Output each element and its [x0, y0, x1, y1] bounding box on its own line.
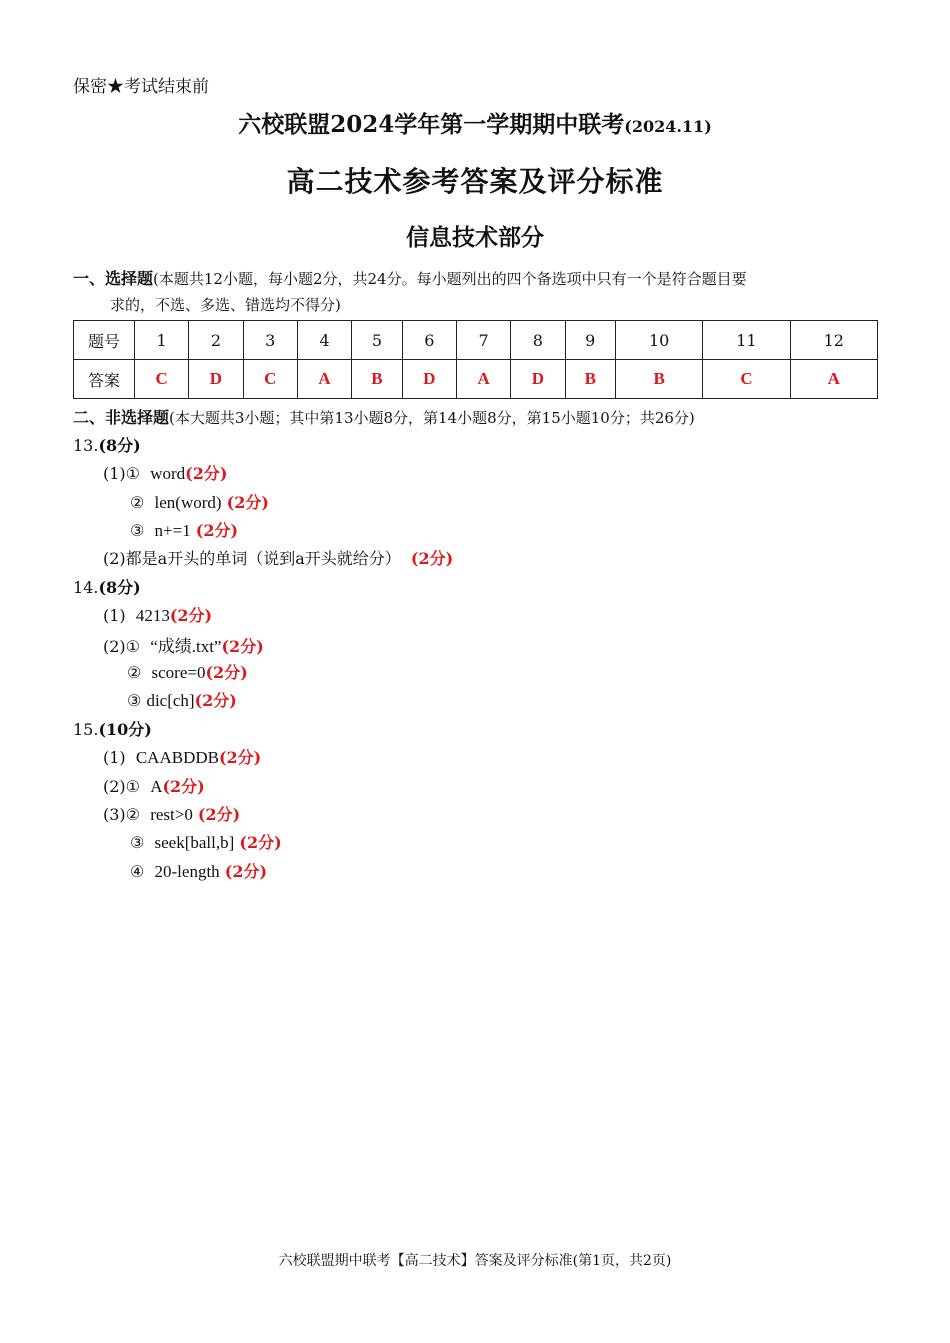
q15-l2-score: (2分) — [162, 777, 205, 796]
table-cell-answer: B — [352, 360, 402, 399]
q14-line4 — [127, 688, 237, 711]
q15-l3-prefix: (3)② — [103, 805, 141, 824]
table-cell-number: 9 — [565, 321, 615, 360]
q13-number: 13. — [73, 436, 99, 455]
table-cell-number: 10 — [615, 321, 702, 360]
q13-l1-prefix: (1)① — [103, 464, 141, 483]
table-cell-number: 6 — [402, 321, 456, 360]
q14-l3-prefix: ② — [127, 663, 142, 682]
q15-l4-answer: seek[ball,b] — [154, 833, 235, 852]
table-cell-answer: C — [135, 360, 189, 399]
q14-number: 14. — [73, 578, 99, 597]
part1-note-line1: (本题共12小题，每小题2分，共24分。每小题列出的四个备选项中只有一个是符合题目要 — [153, 270, 747, 288]
table-cell-answer: A — [456, 360, 510, 399]
q15-l5-answer: 20-length — [154, 862, 220, 881]
q14-l1-prefix: (1) — [103, 606, 126, 625]
table-header-answer: 答案 — [74, 360, 135, 399]
q13-l2-score: (2分) — [226, 493, 269, 512]
q15-heading — [73, 717, 152, 740]
exam-title — [0, 106, 950, 139]
q13-heading — [73, 433, 141, 456]
table-cell-number: 11 — [703, 321, 790, 360]
table-cell-number: 12 — [790, 321, 877, 360]
q13-l3-prefix: ③ — [130, 521, 145, 540]
answer-table — [73, 320, 878, 399]
q14-line1 — [103, 603, 212, 626]
q13-l1-score: (2分) — [185, 464, 228, 483]
q13-l3-answer: n+=1 — [154, 521, 191, 540]
q13-l4-text: (2)都是a开头的单词（说到a开头就给分） — [103, 549, 401, 568]
q15-number: 15. — [73, 720, 99, 739]
table-cell-answer: C — [703, 360, 790, 399]
q14-l1-answer: 4213 — [135, 606, 170, 625]
table-cell-answer: A — [297, 360, 351, 399]
q14-points: (8分) — [98, 578, 141, 597]
q15-l2-answer: A — [150, 777, 163, 796]
q15-points: (10分) — [98, 720, 152, 739]
table-cell-answer: B — [565, 360, 615, 399]
document-subtitle: 高二技术参考答案及评分标准 — [286, 165, 664, 198]
q15-l4-score: (2分) — [239, 833, 282, 852]
q15-l1-answer: CAABDDB — [135, 748, 219, 767]
q14-line2 — [103, 632, 264, 657]
q15-line1 — [103, 745, 261, 768]
q15-l3-answer: rest>0 — [150, 805, 193, 824]
table-header-number: 题号 — [74, 321, 135, 360]
exam-date: (2024.11) — [624, 117, 712, 136]
q15-line2 — [103, 774, 205, 797]
q15-l3-score: (2分) — [197, 805, 241, 824]
q15-l1-prefix: (1) — [103, 748, 126, 767]
q14-l4-answer: dic[ch] — [146, 691, 195, 710]
q13-line2 — [130, 490, 269, 513]
part1-note-line2: 求的，不选、多选、错选均不得分) — [110, 296, 341, 314]
table-cell-answer: D — [402, 360, 456, 399]
page-footer: 六校联盟期中联考【高二技术】答案及评分标准(第1页，共2页) — [278, 1253, 672, 1269]
q13-points: (8分) — [98, 436, 141, 455]
q14-l1-score: (2分) — [169, 606, 213, 625]
part2-heading — [73, 405, 695, 428]
q14-l4-prefix: ③ — [127, 691, 142, 710]
table-cell-answer: D — [189, 360, 243, 399]
q13-line1 — [103, 461, 227, 484]
q14-l2-answer: “成绩.txt” — [150, 637, 222, 656]
answer-table-row-answers — [74, 360, 878, 399]
table-cell-answer: C — [243, 360, 297, 399]
q13-l4-score: (2分) — [410, 549, 454, 568]
table-cell-number: 1 — [135, 321, 189, 360]
q13-l3-score: (2分) — [195, 521, 239, 540]
q13-l2-prefix: ② — [130, 493, 145, 512]
table-cell-answer: A — [790, 360, 877, 399]
q15-line3 — [103, 802, 240, 825]
answer-table-row-numbers — [74, 321, 878, 360]
table-cell-number: 4 — [297, 321, 351, 360]
table-cell-number: 3 — [243, 321, 297, 360]
part1-note-line2-wrap — [110, 294, 341, 315]
q15-l5-prefix: ④ — [130, 862, 145, 881]
q15-l5-score: (2分) — [224, 862, 268, 881]
part2-note: (本大题共3小题；其中第13小题8分，第14小题8分，第15小题10分；共26分) — [169, 409, 695, 427]
q14-l2-score: (2分) — [221, 637, 264, 656]
part1-label: 一、选择题 — [73, 269, 154, 288]
part2-label: 二、非选择题 — [73, 408, 170, 427]
exam-title-main: 六校联盟2024学年第一学期期中联考 — [238, 111, 625, 138]
q13-l2-answer: len(word) — [154, 493, 222, 512]
q15-line5 — [130, 859, 267, 882]
q15-line4 — [130, 830, 282, 853]
confidential-mark: 保密★考试结束前 — [73, 77, 209, 97]
q14-l3-score: (2分) — [205, 663, 248, 682]
q14-line3 — [127, 660, 248, 683]
q14-l4-score: (2分) — [194, 691, 237, 710]
table-cell-answer: D — [511, 360, 565, 399]
table-cell-answer: B — [615, 360, 702, 399]
table-cell-number: 5 — [352, 321, 402, 360]
part1-heading — [73, 266, 747, 289]
q14-heading — [73, 575, 141, 598]
q15-l2-prefix: (2)① — [103, 777, 141, 796]
q13-line3 — [130, 518, 238, 541]
table-cell-number: 8 — [511, 321, 565, 360]
table-cell-number: 7 — [456, 321, 510, 360]
q14-l2-prefix: (2)① — [103, 637, 141, 656]
q13-l1-answer: word — [150, 464, 186, 483]
q14-l3-answer: score=0 — [151, 663, 206, 682]
section-title: 信息技术部分 — [406, 224, 544, 251]
q13-line4 — [103, 546, 453, 569]
q15-l4-prefix: ③ — [130, 833, 145, 852]
q15-l1-score: (2分) — [218, 748, 262, 767]
table-cell-number: 2 — [189, 321, 243, 360]
